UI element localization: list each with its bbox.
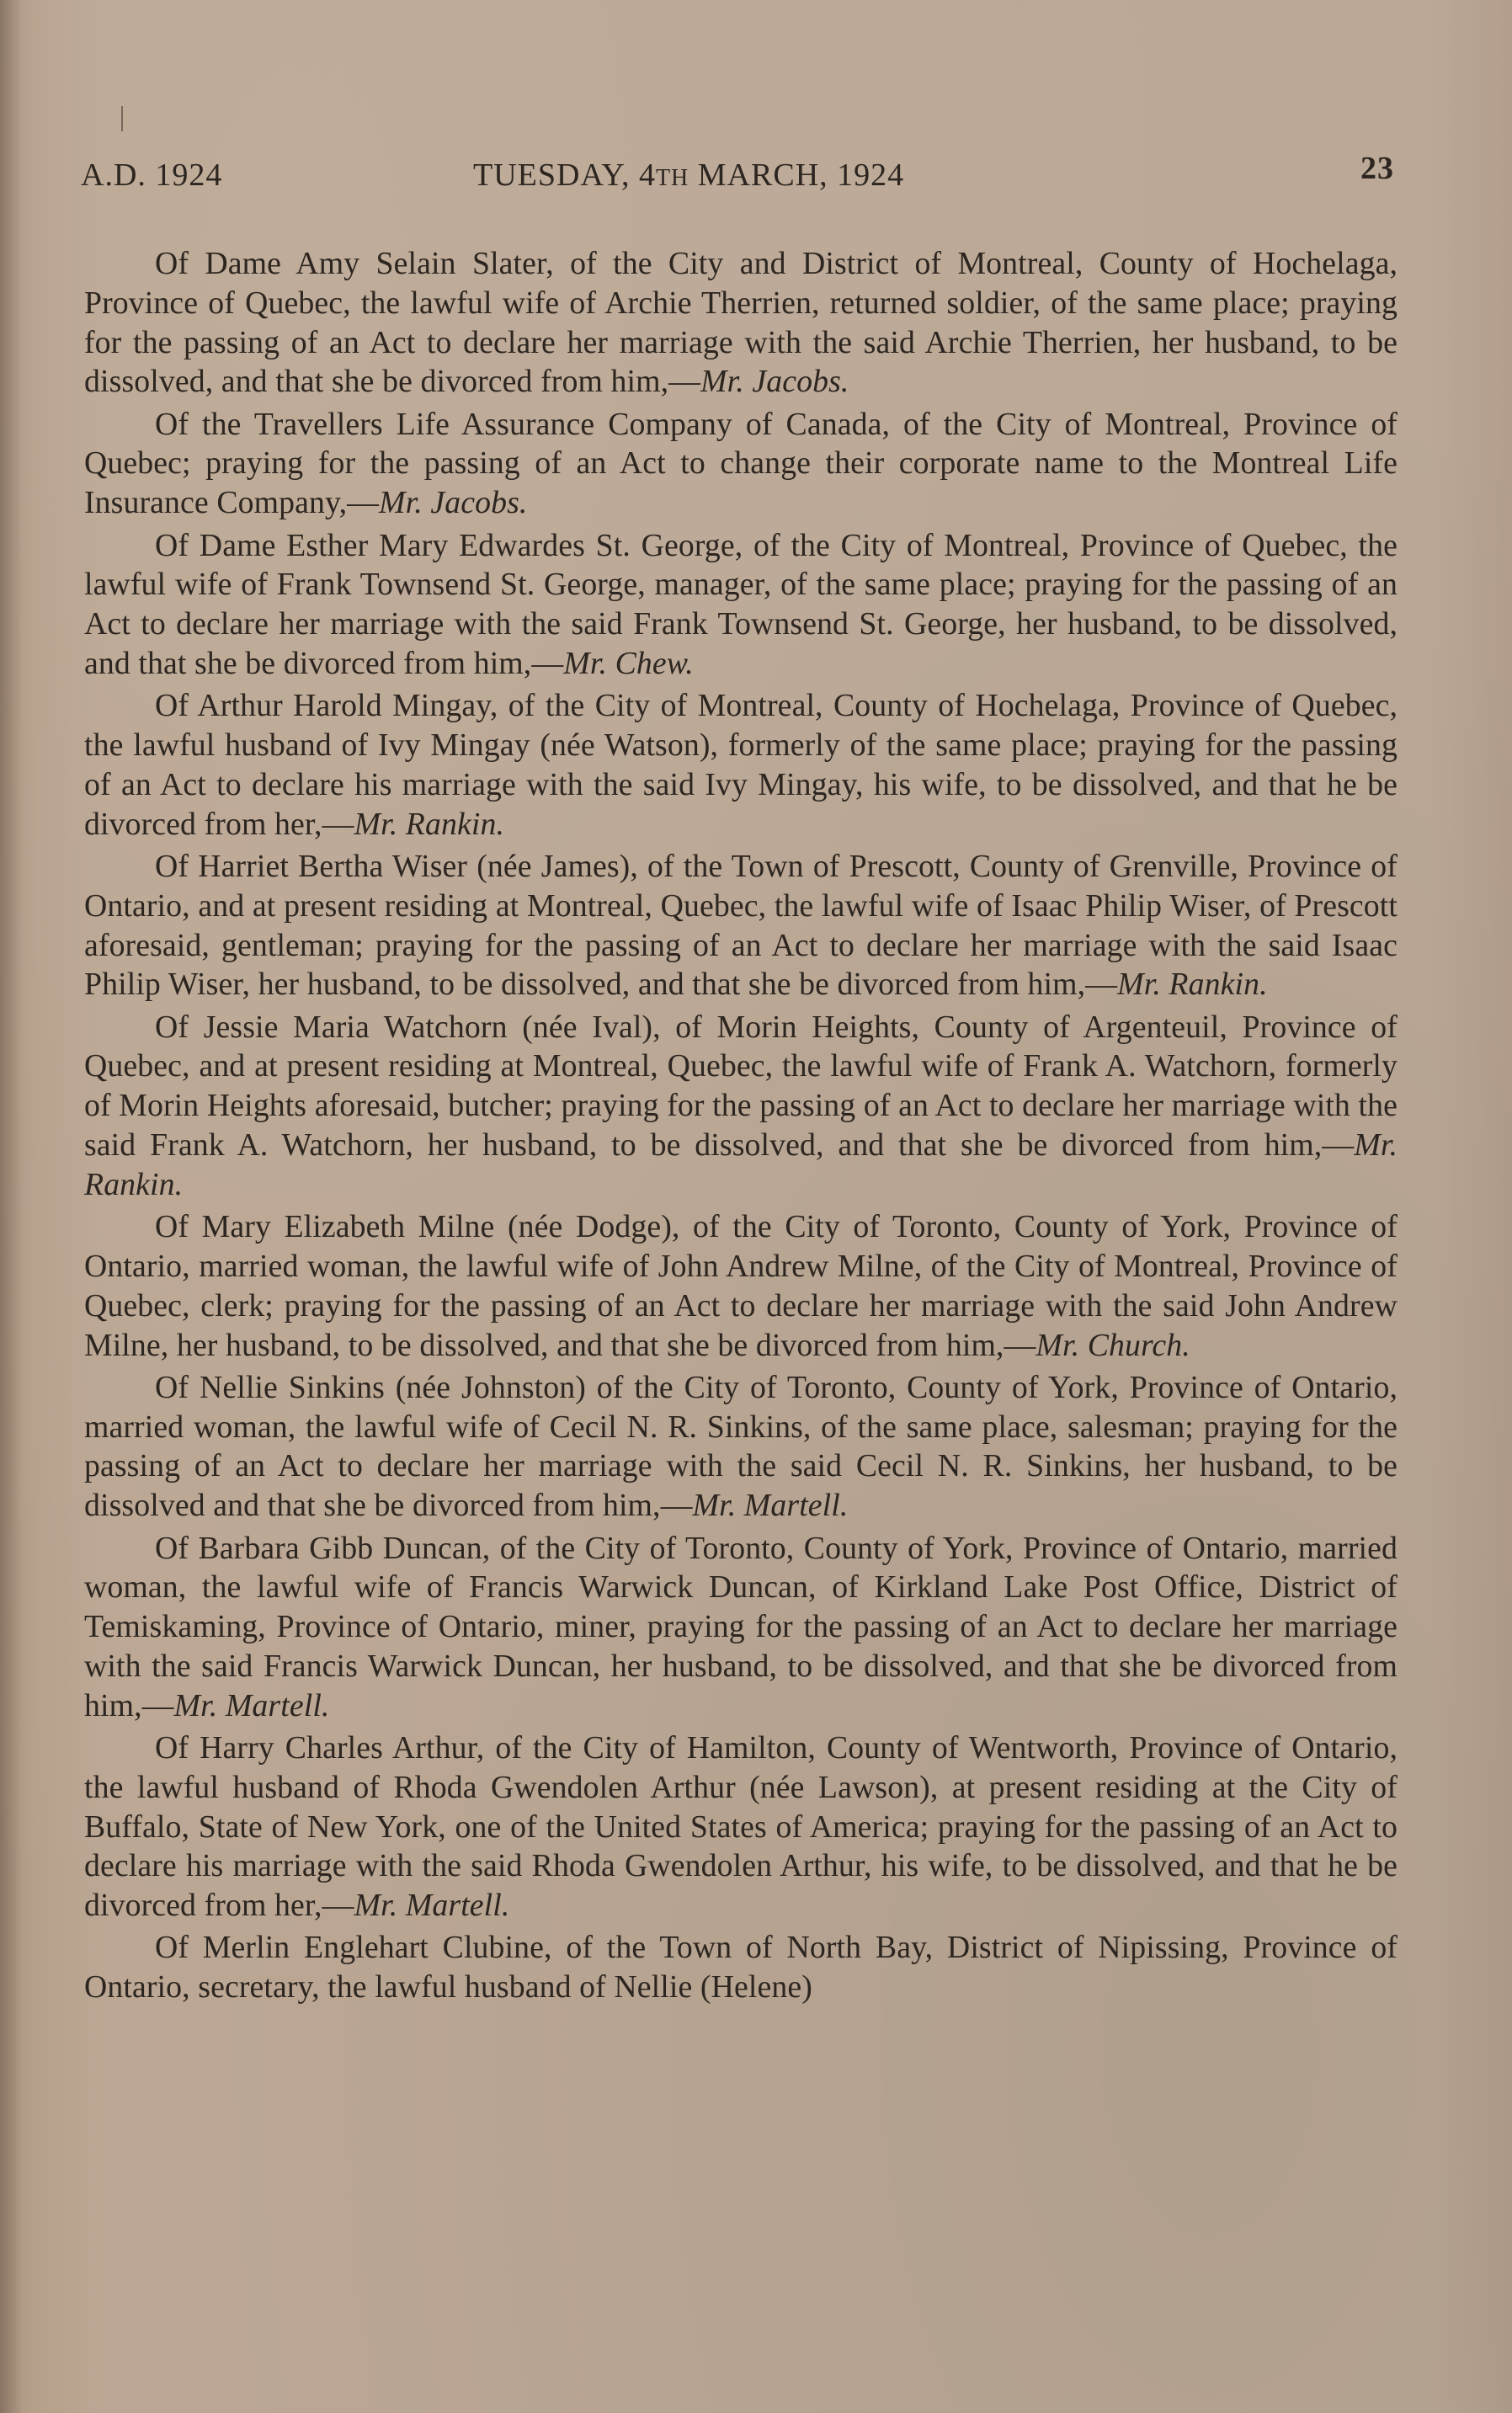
- member-name: Mr. Jacobs.: [379, 485, 528, 521]
- petition-entry: [84, 1729, 1398, 1926]
- petition-list: [84, 244, 1398, 2011]
- petition-entry: [84, 847, 1398, 1004]
- header-date: [473, 157, 904, 194]
- petition-text: Of Arthur Harold Mingay, of the City of Montreal, County of Hochelaga, Province of Quebec, the lawful husband of Ivy Mingay (née Watson), formerly of the same place; praying for the passing of an Act to declare his marriage with the said Ivy Mingay, his wife, to be dissolved, and that he be divorced from her,—: [84, 688, 1398, 842]
- petition-entry: [84, 1928, 1398, 2007]
- member-name: Mr. Chew.: [563, 645, 694, 681]
- petition-text: Of Merlin Englehart Clubine, of the Town of North Bay, District of Nipissing, Province of Ontario, secretary, the lawful husband of Nellie (Helene): [84, 1930, 1398, 2006]
- petition-text: Of Barbara Gibb Duncan, of the City of Toronto, County of York, Province of Ontario, married woman, the lawful wife of Francis Warwick Duncan, of Kirkland Lake Post Office, District of Temiskaming, Province of Ontario, miner, praying for the passing of an Act to declare her marriage with the said Francis Warwick Duncan, her husband, to be dissolved, and that she be divorced from him,—: [84, 1530, 1398, 1723]
- petition-entry: [84, 244, 1398, 402]
- petition-entry: [84, 1368, 1398, 1526]
- petition-text: Of Jessie Maria Watchorn (née Ival), of Morin Heights, County of Argenteuil, Province of Quebec, and at present residing at Montreal, Quebec, the lawful wife of Frank A. Watchorn, formerly of Morin Heights aforesaid, butcher; praying for the passing of an Act to declare her marriage with the said Frank A. Watchorn, her husband, to be dissolved, and that she be divorced from him,—: [84, 1009, 1398, 1164]
- petition-text: Of Harry Charles Arthur, of the City of Hamilton, County of Wentworth, Province of Ontario, the lawful husband of Rhoda Gwendolen Arthur (née Lawson), at present residing at the City of Buffalo, State of New York, one of the United States of America; praying for the passing of an Act to declare his marriage with the said Rhoda Gwendolen Arthur, his wife, to be dissolved, and that he be divorced from her,—: [84, 1729, 1398, 1924]
- petition-text: Of Dame Esther Mary Edwardes St. George, of the City of Montreal, Province of Quebec, the lawful wife of Frank Townsend St. George, manager, of the same place; praying for the passing of an Act to declare her marriage with the said Frank Townsend St. George, her husband, to be dissolved, and that she be divorced from him,—: [84, 527, 1398, 681]
- member-name: Mr. Rankin.: [354, 806, 505, 842]
- petition-entry: [84, 686, 1398, 844]
- header-date-prefix: TUESDAY, 4: [473, 157, 656, 193]
- member-name: Mr. Rankin.: [1117, 967, 1268, 1003]
- margin-mark: [121, 106, 123, 131]
- header-date-ordinal: TH: [655, 165, 689, 191]
- petition-text: Of the Travellers Life Assurance Company of Canada, of the City of Montreal, Province of Quebec; praying for the passing of an Act to change their corporate name to the Montreal Life Insurance Company,—: [84, 406, 1398, 521]
- petition-text: Of Dame Amy Selain Slater, of the City and District of Montreal, County of Hochelaga, Province of Quebec, the lawful wife of Archie Therrien, returned soldier, of the same place; praying for the passing of an Act to declare her marriage with the said Archie Therrien, her husband, to be dissolved, and that she be divorced from him,—: [84, 246, 1398, 400]
- member-name: Mr. Rankin.: [84, 1127, 1398, 1202]
- member-name: Mr. Jacobs.: [700, 364, 849, 400]
- page-number: 23: [1360, 151, 1394, 186]
- member-name: Mr. Martell.: [692, 1488, 849, 1524]
- petition-entry: [84, 526, 1398, 684]
- petition-entry: [84, 1207, 1398, 1365]
- petition-entry: [84, 1529, 1398, 1726]
- petition-text: Of Mary Elizabeth Milne (née Dodge), of the City of Toronto, County of York, Province of Ontario, married woman, the lawful wife of John Andrew Milne, of the City of Montreal, Province of Quebec, clerk; praying for the passing of an Act to declare her marriage with the said John Andrew Milne, her husband, to be dissolved, and that she be divorced from him,—: [84, 1209, 1398, 1363]
- petition-text: Of Harriet Bertha Wiser (née James), of the Town of Prescott, County of Grenville, Province of Ontario, and at present residing at Montreal, Quebec, the lawful wife of Isaac Philip Wiser, of Prescott aforesaid, gentleman; praying for the passing of an Act to declare her marriage with the said Isaac Philip Wiser, her husband, to be dissolved, and that she be divorced from him,—: [84, 848, 1398, 1003]
- petition-entry: [84, 1008, 1398, 1205]
- petition-entry: [84, 405, 1398, 523]
- member-name: Mr. Church.: [1036, 1327, 1190, 1363]
- member-name: Mr. Martell.: [354, 1888, 510, 1924]
- running-header: [81, 150, 1394, 200]
- header-date-suffix: MARCH, 1924: [689, 157, 905, 193]
- petition-text: Of Nellie Sinkins (née Johnston) of the City of Toronto, County of York, Province of Ontario, married woman, the lawful wife of Cecil N. R. Sinkins, of the same place, salesman; praying for the passing of an Act to declare her marriage with the said Cecil N. R. Sinkins, her husband, to be dissolved and that she be divorced from him,—: [84, 1369, 1398, 1524]
- member-name: Mr. Martell.: [173, 1687, 330, 1723]
- header-year: A.D. 1924: [81, 157, 223, 193]
- page-edge-shadow: [0, 0, 22, 2413]
